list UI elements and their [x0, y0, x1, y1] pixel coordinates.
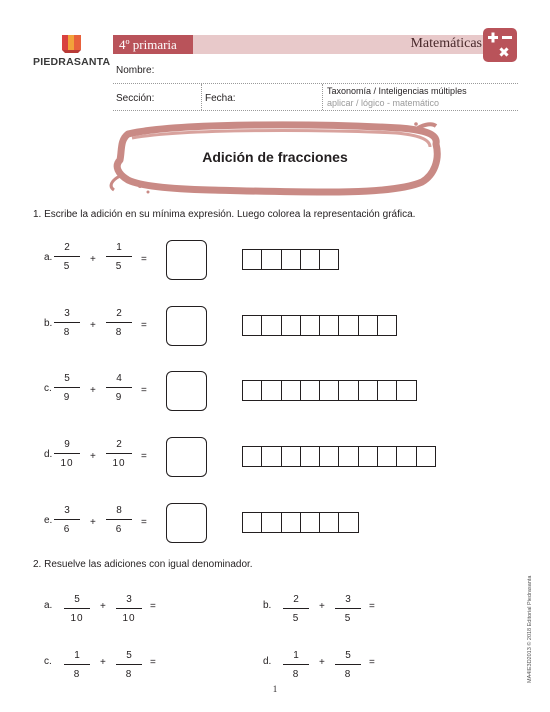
fraction-representation-grid: [242, 512, 359, 533]
fraction: [106, 307, 132, 339]
numerator: 5: [74, 594, 80, 605]
fraction: [106, 504, 132, 536]
numerator: 3: [64, 308, 70, 319]
item-letter: a.: [44, 600, 53, 611]
grid-cell[interactable]: [338, 315, 358, 336]
fraction-bar: [106, 256, 132, 257]
copyright-credit: [527, 553, 537, 683]
page-number: 1: [272, 684, 278, 694]
subject-label: Matemáticas: [410, 36, 482, 51]
fraction: [106, 241, 132, 273]
fraction: [54, 307, 80, 339]
equals-sign: =: [369, 657, 375, 668]
grid-cell[interactable]: [358, 380, 378, 401]
grid-cell[interactable]: [377, 380, 397, 401]
plus-sign: +: [90, 385, 96, 396]
equals-sign: =: [150, 657, 156, 668]
denominator: 8: [125, 669, 133, 680]
grid-cell[interactable]: [261, 446, 281, 467]
grid-cell[interactable]: [300, 380, 320, 401]
numerator: 3: [345, 594, 351, 605]
item-letter: c.: [44, 383, 52, 394]
grid-cell[interactable]: [242, 446, 262, 467]
equals-sign: =: [141, 385, 147, 396]
numerator: 5: [126, 650, 132, 661]
numerator: 5: [345, 650, 351, 661]
denominator: 8: [73, 669, 81, 680]
fraction-bar: [283, 664, 309, 665]
fraction-bar: [64, 608, 90, 609]
denominator: 5: [63, 261, 71, 272]
item-letter: e.: [44, 515, 53, 526]
worksheet-title: Adición de fracciones: [202, 149, 348, 165]
grid-cell[interactable]: [242, 249, 262, 270]
item-letter: b.: [44, 318, 53, 329]
piedrasanta-logo-icon: [62, 35, 82, 53]
fraction: [54, 241, 80, 273]
plus-sign: +: [90, 320, 96, 331]
logo-text: PIEDRASANTA: [33, 56, 111, 68]
section-label: Sección:: [116, 93, 155, 104]
fraction-bar: [54, 256, 80, 257]
numerator: 8: [116, 505, 122, 516]
denominator: 9: [115, 392, 123, 403]
grid-cell[interactable]: [261, 315, 281, 336]
denominator: 5: [292, 613, 300, 624]
fraction-bar: [54, 453, 80, 454]
grid-cell[interactable]: [319, 512, 339, 533]
grid-cell[interactable]: [338, 446, 358, 467]
fraction: [64, 593, 90, 625]
grid-cell[interactable]: [300, 315, 320, 336]
numerator: 1: [74, 650, 80, 661]
grid-cell[interactable]: [319, 380, 339, 401]
denominator: 5: [115, 261, 123, 272]
grid-cell[interactable]: [300, 512, 320, 533]
fraction-representation-grid: [242, 249, 339, 270]
item-letter: b.: [263, 600, 272, 611]
grid-cell[interactable]: [319, 315, 339, 336]
numerator: 1: [116, 242, 122, 253]
grid-cell[interactable]: [261, 380, 281, 401]
denominator: 6: [115, 524, 123, 535]
fraction-bar: [283, 608, 309, 609]
date-label: Fecha:: [205, 93, 236, 104]
name-label: Nombre:: [116, 65, 155, 76]
grid-cell[interactable]: [281, 380, 301, 401]
denominator: 5: [344, 613, 352, 624]
plus-sign: +: [319, 601, 325, 612]
numerator: 9: [64, 439, 70, 450]
equals-sign: =: [141, 320, 147, 331]
grid-cell[interactable]: [242, 512, 262, 533]
fraction: [116, 649, 142, 681]
answer-box[interactable]: [166, 437, 207, 477]
grid-cell[interactable]: [300, 249, 320, 270]
fraction-bar: [54, 322, 80, 323]
grid-cell[interactable]: [338, 380, 358, 401]
fraction-bar: [54, 387, 80, 388]
copyright-text: MA4IE3D2013 © 2018 Editorial Piedrasanta: [527, 575, 533, 683]
plus-sign: +: [319, 657, 325, 668]
fraction: [335, 593, 361, 625]
grid-cell[interactable]: [358, 315, 378, 336]
fraction-bar: [64, 664, 90, 665]
numerator: 2: [116, 439, 122, 450]
denominator: 8: [292, 669, 300, 680]
grid-cell[interactable]: [396, 380, 416, 401]
field-divider: [322, 84, 323, 110]
equals-sign: =: [141, 451, 147, 462]
denominator: 8: [115, 327, 123, 338]
denominator: 10: [122, 613, 136, 624]
fraction-bar: [54, 519, 80, 520]
fraction: [106, 438, 132, 470]
fraction-bar: [106, 453, 132, 454]
grid-cell[interactable]: [281, 446, 301, 467]
grid-cell[interactable]: [261, 249, 281, 270]
section-line: [113, 110, 518, 111]
grid-cell[interactable]: [261, 512, 281, 533]
fraction-representation-grid: [242, 380, 417, 401]
numerator: 5: [64, 373, 70, 384]
denominator: 10: [70, 613, 84, 624]
item-letter: d.: [44, 449, 53, 460]
grid-cell[interactable]: [319, 249, 339, 270]
numerator: 2: [116, 308, 122, 319]
fraction-bar: [335, 664, 361, 665]
plus-sign: +: [90, 451, 96, 462]
numerator: 2: [293, 594, 299, 605]
grid-cell[interactable]: [377, 315, 397, 336]
grid-cell[interactable]: [242, 380, 262, 401]
fraction-bar: [106, 322, 132, 323]
grid-cell[interactable]: [416, 446, 436, 467]
numerator: 2: [64, 242, 70, 253]
grid-cell[interactable]: [338, 512, 358, 533]
plus-sign: +: [100, 601, 106, 612]
item-letter: d.: [263, 656, 272, 667]
numerator: 3: [126, 594, 132, 605]
plus-sign: +: [90, 254, 96, 265]
grid-cell[interactable]: [281, 512, 301, 533]
denominator: 9: [63, 392, 71, 403]
fraction-bar: [106, 387, 132, 388]
denominator: 8: [63, 327, 71, 338]
name-line: [113, 83, 518, 84]
denominator: 10: [112, 458, 126, 469]
grid-cell[interactable]: [281, 249, 301, 270]
fraction: [283, 649, 309, 681]
fraction: [54, 438, 80, 470]
answer-box[interactable]: [166, 371, 207, 411]
answer-box[interactable]: [166, 240, 207, 280]
equals-sign: =: [141, 517, 147, 528]
fraction-representation-grid: [242, 315, 397, 336]
equals-sign: =: [369, 601, 375, 612]
fraction-bar: [116, 608, 142, 609]
fraction: [64, 649, 90, 681]
plus-sign: +: [90, 517, 96, 528]
numerator: 4: [116, 373, 122, 384]
fraction-bar: [116, 664, 142, 665]
answer-box[interactable]: [166, 306, 207, 346]
equals-sign: =: [150, 601, 156, 612]
exercise2-instruction: 2. Resuelve las adiciones con igual denominador.: [33, 559, 253, 570]
grid-cell[interactable]: [396, 446, 416, 467]
plus-sign: +: [100, 657, 106, 668]
fraction-bar: [335, 608, 361, 609]
fraction: [54, 504, 80, 536]
grid-cell[interactable]: [319, 446, 339, 467]
fraction-representation-grid: [242, 446, 436, 467]
answer-box[interactable]: [166, 503, 207, 543]
fraction-bar: [106, 519, 132, 520]
exercise1-instruction: 1. Escribe la adición en su mínima expresión. Luego colorea la representación gráfica.: [33, 209, 416, 220]
fraction: [106, 372, 132, 404]
taxonomy-title: Taxonomía / Inteligencias múltiples: [327, 86, 467, 96]
grid-cell[interactable]: [358, 446, 378, 467]
item-letter: a.: [44, 252, 53, 263]
item-letter: c.: [44, 656, 52, 667]
taxonomy-subtitle: aplicar / lógico - matemático: [327, 98, 440, 108]
grid-cell[interactable]: [377, 446, 397, 467]
fraction: [54, 372, 80, 404]
fraction: [116, 593, 142, 625]
numerator: 1: [293, 650, 299, 661]
equals-sign: =: [141, 254, 147, 265]
plus-minus-times-icon: [482, 27, 518, 63]
field-divider: [201, 84, 202, 110]
denominator: 8: [344, 669, 352, 680]
numerator: 3: [64, 505, 70, 516]
denominator: 6: [63, 524, 71, 535]
denominator: 10: [60, 458, 74, 469]
grade-label: 4º primaria: [119, 37, 177, 52]
fraction: [335, 649, 361, 681]
grid-cell[interactable]: [281, 315, 301, 336]
grid-cell[interactable]: [300, 446, 320, 467]
grid-cell[interactable]: [242, 315, 262, 336]
fraction: [283, 593, 309, 625]
